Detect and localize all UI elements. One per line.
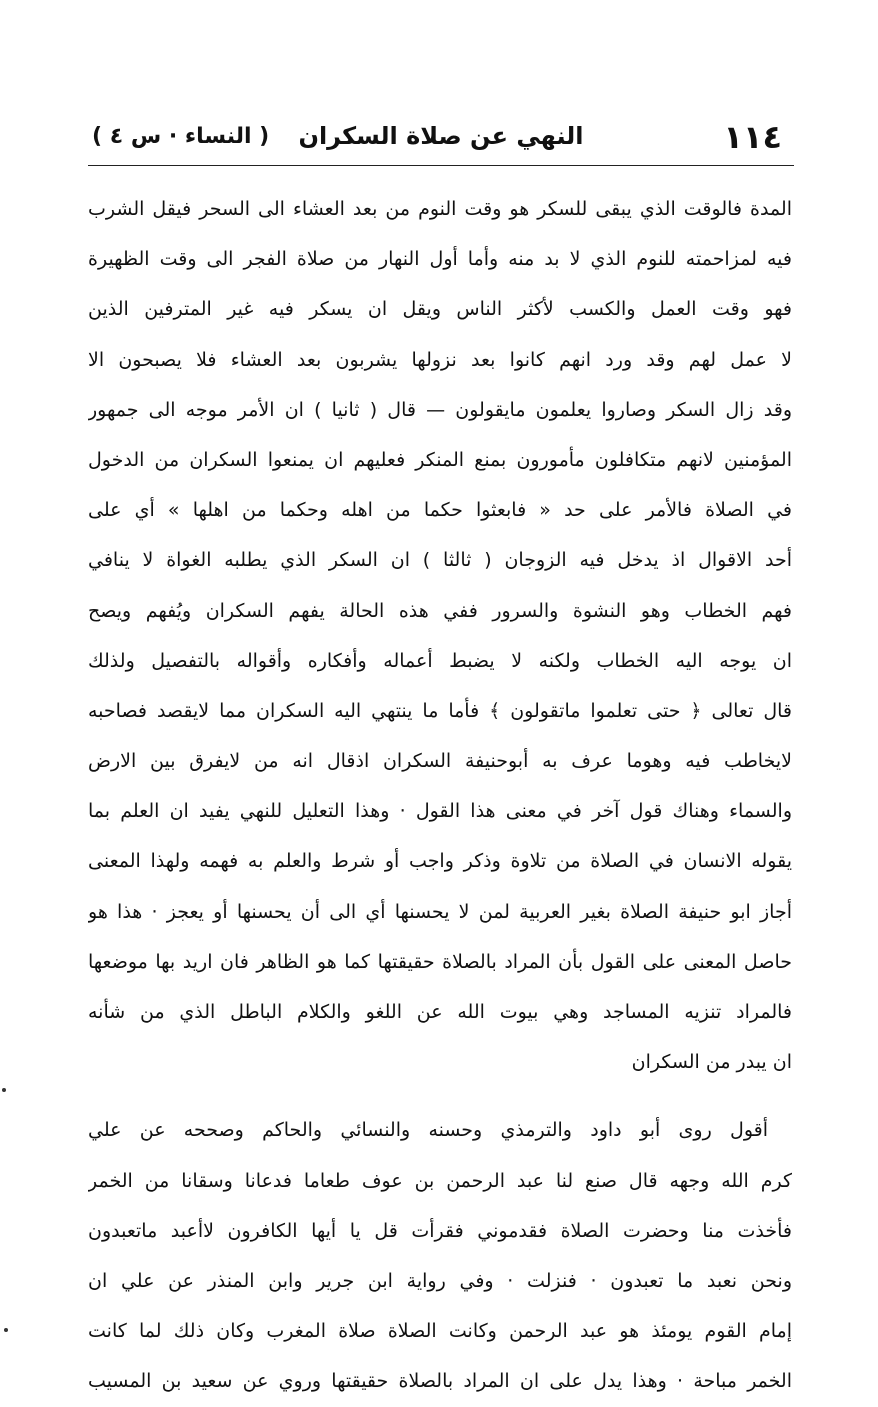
text-line: قال تعالى ﴿ حتى تعلموا ماتقولون ﴾ فأما ما ينتهي اليه السكران مما لايقصد فصاحبه (88, 699, 792, 722)
text-line: لا عمل لهم وقد ورد انهم كانوا بعد نزولها يشربون بعد العشاء فلا يصبحون الا (88, 348, 792, 371)
text-line: إمام القوم يومئذ هو عبد الرحمن وكانت الصلاة صلاة المغرب وكان ذلك لما كانت (88, 1320, 792, 1343)
text-line: ان يبدر من السكران (631, 1051, 792, 1074)
text-line: أجاز ابو حنيفة الصلاة بغير العربية لمن لا يحسنها أي الى أن يحسنها أو يعجز · هذا هو (88, 900, 792, 923)
page-header (92, 116, 790, 160)
text-line: فهم الخطاب وهو النشوة والسرور ففي هذه الحالة يفهم السكران ويُفهم ويصح (88, 599, 792, 622)
text-line: في الصلاة فالأمر على حد « فابعثوا حكما من اهله وحكما من اهلها » أي على (88, 499, 792, 522)
running-title: النهي عن صلاة السكران (298, 122, 584, 150)
text-line: يقوله الانسان في الصلاة من تلاوة وذكر واجب أو شرط والعلم به فهمه ولهذا المعنى (88, 850, 792, 873)
scan-speck (2, 1088, 6, 1092)
text-line: حاصل المعنى على القول بأن المراد بالصلاة حقيقتها كما هو الظاهر فان اريد بها موضعها (88, 950, 792, 973)
scan-speck (4, 1328, 8, 1332)
text-line: أحد الاقوال اذ يدخل فيه الزوجان ( ثالثا ) ان السكر الذي يطلبه الغواة لا ينافي (88, 549, 792, 572)
text-line: فيه لمزاحمته للنوم الذي لا بد منه وأما أول النهار من صلاة الفجر الى وقت الظهيرة (88, 248, 792, 271)
text-line: المدة فالوقت الذي يبقى للسكر هو وقت النوم من بعد العشاء الى السحر فيقل الشرب (88, 198, 792, 220)
text-line: ونحن نعبد ما تعبدون · فنزلت · وفي رواية ابن جرير وابن المنذر عن علي ان (88, 1269, 792, 1292)
header-rule (88, 165, 794, 166)
text-line: وقد زال السكر وصاروا يعلمون مايقولون — قال ( ثانيا ) ان الأمر موجه الى جمهور (88, 398, 792, 421)
text-line: ان يوجه اليه الخطاب ولكنه لا يضبط أعماله وأفكاره وأقواله بالتفصيل ولذلك (88, 649, 792, 672)
body-text (88, 184, 792, 1407)
text-line: أقول روى أبو داود والترمذي وحسنه والنسائي والحاكم وصححه عن علي (88, 1119, 768, 1142)
text-line: كرم الله وجهه قال صنع لنا عبد الرحمن بن عوف طعاما فدعانا وسقانا من الخمر (88, 1169, 792, 1192)
text-line: والسماء وهناك قول آخر في معنى هذا القول · وهذا التعليل للنهي يفيد ان العلم بما (88, 800, 792, 823)
text-line: فهو وقت العمل والكسب لأكثر الناس ويقل ان يسكر فيه غير المترفين الذين (88, 298, 792, 321)
surah-reference: ( النساء · س ٤ ) (92, 124, 270, 149)
text-line: فأخذت منا وحضرت الصلاة فقدموني فقرأت قل يا أيها الكافرون لاأعبد ماتعبدون (88, 1219, 792, 1242)
text-line: فالمراد تنزيه المساجد وهي بيوت الله عن اللغو والكلام الباطل الذي من شأنه (88, 1001, 792, 1023)
page-number: ١١٤ (723, 118, 782, 156)
text-line: المؤمنين لانهم متكافلون مأمورون بمنع المنكر فعليهم ان يمنعوا السكران من الدخول (88, 448, 792, 471)
text-line: الخمر مباحة · وهذا يدل على ان المراد بالصلاة حقيقتها وروي عن سعيد بن المسيب (88, 1370, 792, 1393)
text-line: لايخاطب فيه وهوما عرف به أبوحنيفة السكران اذقال انه من لايفرق بين الارض (88, 750, 792, 773)
